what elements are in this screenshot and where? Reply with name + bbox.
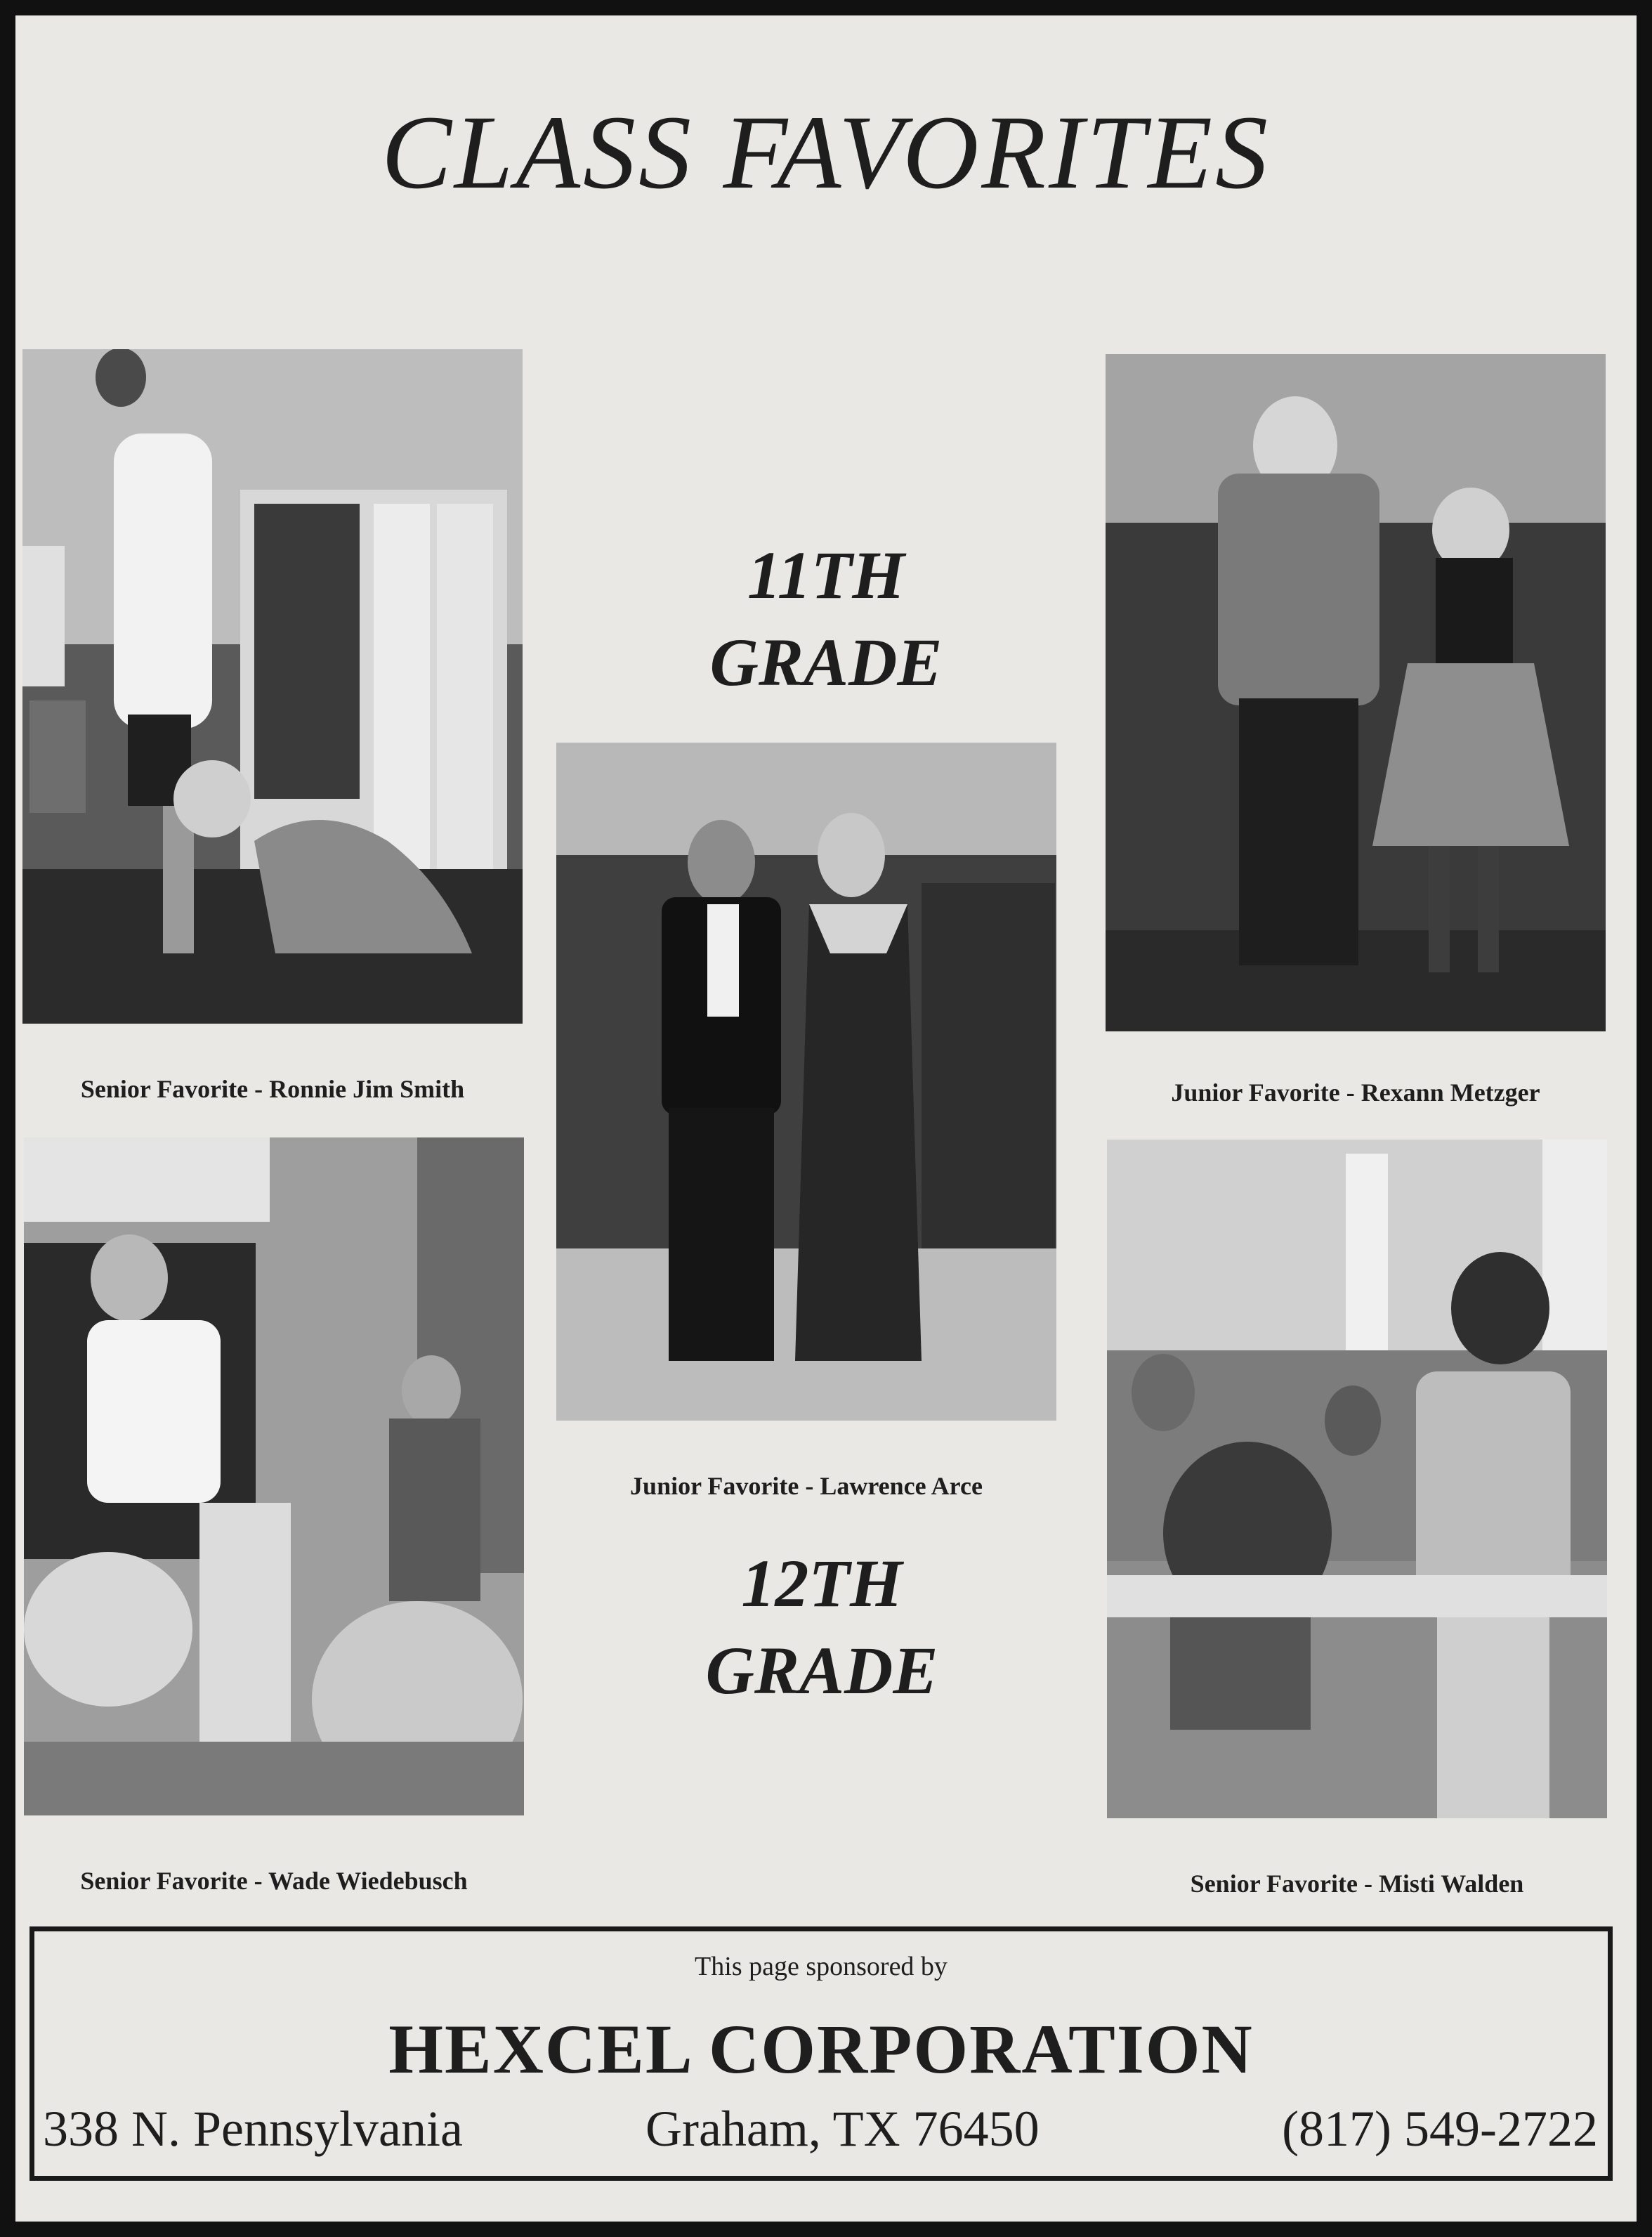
grade-11-line2: GRADE xyxy=(709,625,943,700)
caption-bottom-left: Senior Favorite - Wade Wiedebusch xyxy=(80,1867,468,1895)
page-title: CLASS FAVORITES xyxy=(381,94,1271,211)
sponsor-intro: This page sponsored by xyxy=(695,1952,948,1981)
sponsor-address: 338 N. Pennsylvania xyxy=(43,2101,463,2157)
caption-bottom-right: Senior Favorite - Misti Walden xyxy=(1190,1870,1524,1898)
grade-12-line1: 12TH xyxy=(741,1546,903,1621)
grade-11-line1: 11TH xyxy=(747,537,905,613)
sponsor-name: HEXCEL CORPORATION xyxy=(388,2010,1254,2088)
photo-lawrence-arce xyxy=(556,743,1056,1421)
sponsor-box xyxy=(29,1926,1613,2181)
caption-top-right: Junior Favorite - Rexann Metzger xyxy=(1171,1078,1540,1107)
photo-misti-walden xyxy=(1107,1140,1607,1818)
grade-12-line2: GRADE xyxy=(705,1633,938,1708)
yearbook-page xyxy=(15,15,1637,2222)
grade-12-heading xyxy=(576,1540,1068,1714)
photo-rexann-metzger xyxy=(1106,354,1606,1031)
sponsor-city: Graham, TX 76450 xyxy=(645,2101,1040,2157)
sponsor-phone: (817) 549-2722 xyxy=(1282,2101,1598,2157)
photo-wade-wiedebusch xyxy=(24,1137,524,1815)
caption-center: Junior Favorite - Lawrence Arce xyxy=(630,1472,983,1500)
caption-top-left: Senior Favorite - Ronnie Jim Smith xyxy=(80,1075,465,1103)
grade-11-heading xyxy=(580,532,1072,706)
photo-ronnie-jim-smith xyxy=(22,349,523,1024)
